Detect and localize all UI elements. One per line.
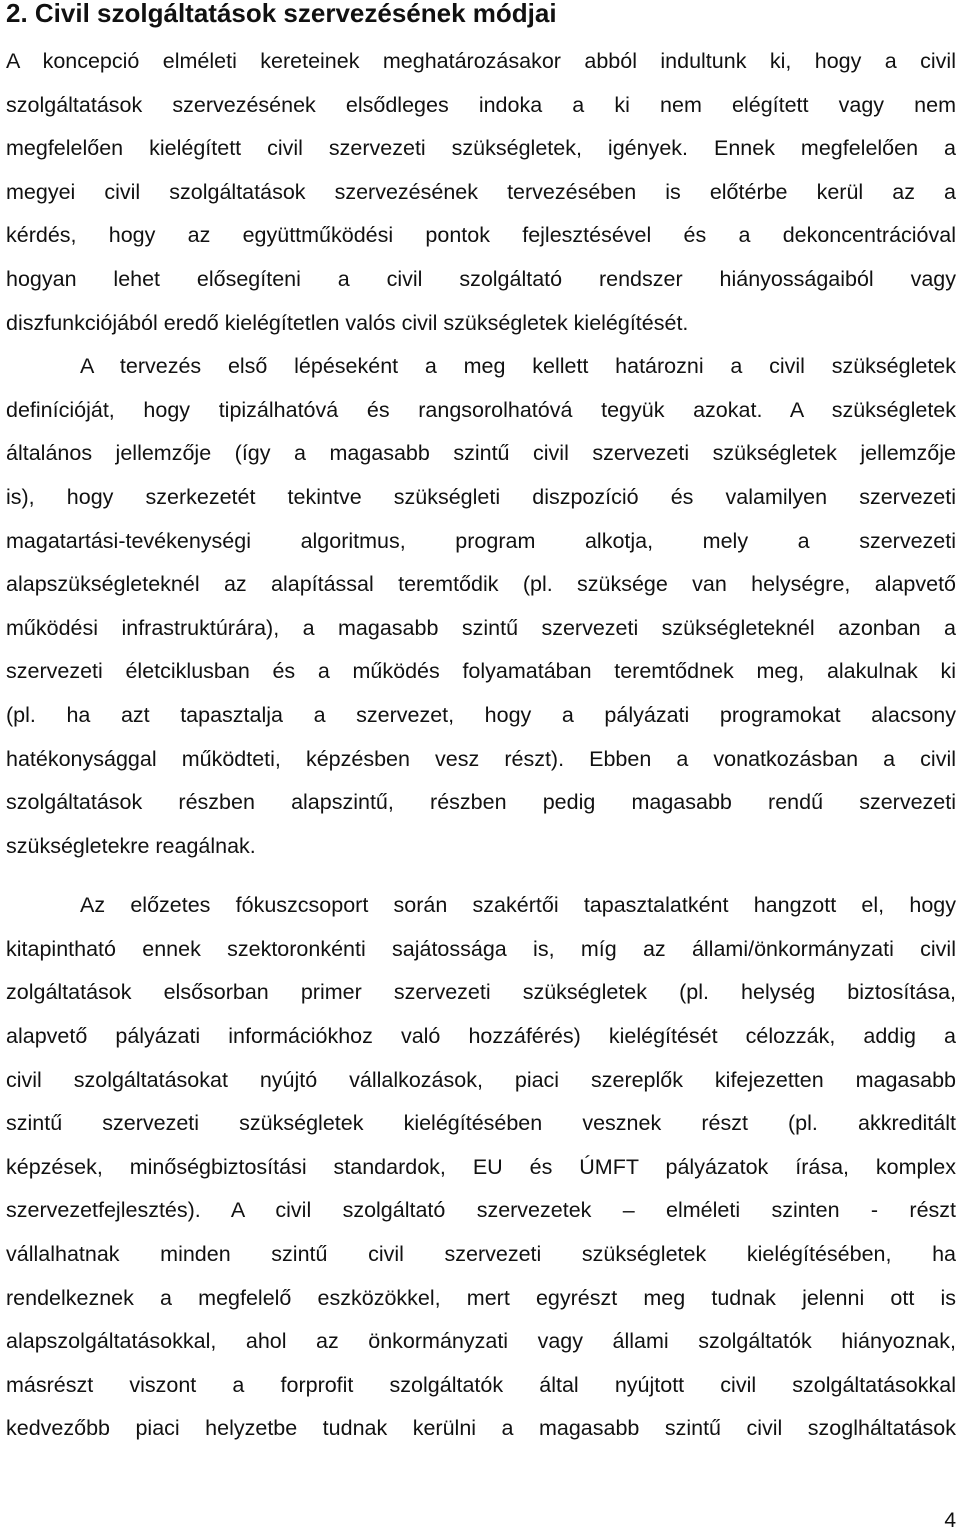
text-line: megfelelően kielégített civil szervezeti szükségletek, igények. Ennek megfelelően a [6, 136, 956, 161]
page-number: 4 [944, 1509, 956, 1532]
text-line: megyei civil szolgáltatások szervezésének tervezésében is előtérbe kerül az a [6, 179, 956, 204]
text-line: rendelkeznek a megfelelő eszközökkel, mert egyrészt meg tudnak jelenni ott is [6, 1285, 956, 1310]
text-line: is), hogy szerkezetét tekintve szükségleti diszpozíció és valamilyen szervezeti [6, 484, 956, 509]
text-line: (pl. ha azt tapasztalja a szervezet, hogy a pályázati programokat alacsony [6, 702, 956, 727]
text-line: hogyan lehet elősegíteni a civil szolgáltató rendszer hiányosságaiból vagy [6, 266, 956, 291]
text-line: hatékonysággal működteti, képzésben vesz részt). Ebben a vonatkozásban a civil [6, 746, 956, 771]
text-line: kérdés, hogy az együttműködési pontok fejlesztésével és a dekoncentrációval [6, 223, 956, 248]
text-line: működési infrastruktúrára), a magasabb szintű szervezeti szükségleteknél azonban a [6, 615, 956, 640]
text-line: vállalhatnak minden szintű civil szervezeti szükségletek kielégítésében, ha [6, 1242, 956, 1267]
text-line: kedvezőbb piaci helyzetbe tudnak kerülni a magasabb szintű civil szoglháltatások [6, 1416, 956, 1441]
text-line: szintű szervezeti szükségletek kielégítésében vesznek részt (pl. akkreditált [6, 1111, 956, 1136]
paragraph-2 [6, 345, 956, 868]
text-line: magatartási-tevékenységi algoritmus, program alkotja, mely a szervezeti [6, 528, 956, 553]
text-line: A tervezés első lépéseként a meg kellett határozni a civil szükségletek [80, 354, 956, 379]
text-line: szervezetfejlesztés). A civil szolgáltató szervezetek – elméleti szinten - részt [6, 1198, 956, 1223]
text-line: képzések, minőségbiztosítási standardok, EU és ÚMFT pályázatok írása, komplex [6, 1154, 956, 1179]
text-line: civil szolgáltatásokat nyújtó vállalkozások, piaci szereplők kifejezetten magasabb [6, 1067, 956, 1092]
text-line: általános jellemzője (így a magasabb szintű civil szervezeti szükségletek jellemzője [6, 441, 956, 466]
text-line: szervezeti életciklusban és a működés folyamatában teremtődnek meg, alakulnak ki [6, 659, 956, 684]
text-line: definícióját, hogy tipizálhatóvá és rangsorolhatóvá tegyük azokat. A szükségletek [6, 397, 956, 422]
text-line: alapszolgáltatásokkal, ahol az önkormányzati vagy állami szolgáltatók hiányoznak, [6, 1329, 956, 1354]
text-line: diszfunkciójából eredő kielégítetlen valós civil szükségletek kielégítését. [6, 310, 689, 335]
text-line: szolgáltatások részben alapszintű, részben pedig magasabb rendű szervezeti [6, 790, 956, 815]
text-line: másrészt viszont a forprofit szolgáltatók által nyújtott civil szolgáltatásokkal [6, 1372, 956, 1397]
paragraph-1 [6, 40, 956, 345]
text-line: zolgáltatások elsősorban primer szervezeti szükségletek (pl. helység biztosítása, [6, 980, 956, 1005]
text-line: kitapintható ennek szektoronkénti sajátossága is, míg az állami/önkormányzati civil [6, 936, 956, 961]
text-line: alapszükségleteknél az alapítással teremtődik (pl. szüksége van helységre, alapvető [6, 572, 956, 597]
text-line: szolgáltatások szervezésének elsődleges indoka a ki nem elégített vagy nem [6, 92, 956, 117]
text-line: szükségletekre reagálnak. [6, 833, 256, 858]
body-text [6, 40, 956, 1451]
paragraph-3 [6, 884, 956, 1451]
text-line: alapvető pályázati információkhoz való hozzáférés) kielégítését célozzák, addig a [6, 1024, 956, 1049]
text-line: A koncepció elméleti kereteinek meghatározásakor abból indultunk ki, hogy a civil [6, 49, 956, 73]
section-heading: 2. Civil szolgáltatások szervezésének módjai [6, 0, 557, 28]
text-line: Az előzetes fókuszcsoport során szakértői tapasztalatként hangzott el, hogy [80, 893, 956, 918]
